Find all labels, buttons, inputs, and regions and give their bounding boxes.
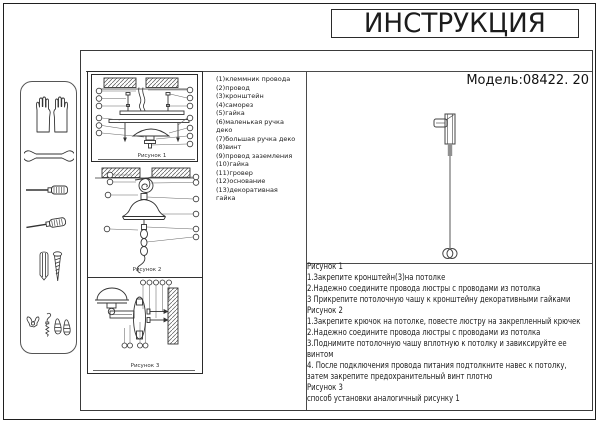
figure-3: [88, 278, 201, 372]
model-number: Модель:08422. 20: [466, 73, 589, 88]
screwdriver-icon: [23, 210, 73, 234]
lamp-body: [445, 114, 455, 144]
part-item: гайка: [216, 194, 236, 202]
part-item: (6)маленькая ручка: [216, 117, 284, 126]
part-item: (1)клеммник провода: [216, 75, 291, 83]
part-item: (3)кронштейн: [216, 92, 264, 100]
part-item: (4)саморез: [216, 100, 254, 109]
instruction-line: 3.Поднимите потолочную чашу вплотную к потолку и завиксируйте ее: [307, 339, 567, 349]
part-item: (10)гайка: [216, 160, 249, 168]
part-item: (12)основание: [216, 177, 266, 185]
instruction-line: 1.Закрепите кронштейн(3)на потолке: [307, 273, 446, 283]
lamp-drawing: [411, 106, 501, 266]
content-frame: [80, 50, 593, 411]
part-item: (7)большая ручка деко: [216, 134, 296, 143]
instruction-line: 4. После подключения провода питания подтолкните навес к потолку,: [307, 361, 567, 371]
wires: [139, 88, 145, 112]
instruction-line: 2.Надежно соедините провода люстры с проводами из потолка: [307, 284, 541, 294]
figure-2: [88, 164, 201, 277]
lamp-connector: [448, 144, 452, 156]
instruction-line: способ установки аналогичный рисунку 1: [307, 394, 460, 404]
figure-2-label: Рисунок 2: [132, 267, 162, 273]
anchor-screw-icon: [37, 250, 67, 284]
part-item: (8)винт: [216, 143, 242, 151]
sconce-assembly: [95, 288, 168, 339]
part-item: (5)гайка: [216, 109, 245, 117]
instructions-text: [307, 262, 591, 405]
fasteners-icon: [25, 310, 73, 338]
part-item: (13)декоративная: [216, 185, 278, 194]
callout-leaders: [110, 175, 193, 242]
gloves-icon: [34, 94, 70, 134]
part-item: (2)провод: [216, 83, 250, 92]
part-item: деко: [216, 126, 233, 134]
wall-hatch: [168, 288, 178, 344]
part-item: (11)гровер: [216, 168, 253, 177]
instruction-line: 3 Прикрепите потолочную чашу к кронштейну декоративными гайками: [307, 295, 571, 305]
parts-list: [216, 75, 304, 203]
figure-1: [91, 74, 198, 162]
ceiling-hatch: [104, 78, 178, 88]
instruction-line: Рисунок 3: [307, 383, 343, 393]
figure-1-drawing: [92, 75, 197, 161]
bracket-assembly: [109, 93, 189, 149]
instruction-line: Рисунок 1: [307, 262, 343, 272]
wrench-icon: [24, 147, 74, 165]
ceiling-hatch: [102, 168, 190, 178]
instruction-line: затем закрепите предохранительный винт плотно: [307, 372, 493, 382]
title-box: [331, 9, 579, 38]
hook-and-chandelier: [123, 177, 166, 273]
instruction-line: 1.Закрепите крючок на потолке, повесте люстру на закрепленный крючек: [307, 317, 581, 327]
figure-3-label: Рисунок 3: [130, 363, 160, 369]
instruction-line: 2.Надежно соедините провода люстры с проводами из потолка: [307, 328, 541, 338]
page-title: ИНСТРУКЦИЯ: [363, 8, 547, 39]
figure-1-label: Рисунок 1: [137, 153, 167, 159]
part-item: (9)провод заземления: [216, 151, 293, 160]
figures-panel: [87, 71, 203, 374]
instruction-line: винтом: [307, 350, 334, 360]
instruction-line: Рисунок 2: [307, 306, 343, 316]
flat-screwdriver-icon: [24, 183, 71, 197]
tools-sidebar: [20, 81, 77, 354]
